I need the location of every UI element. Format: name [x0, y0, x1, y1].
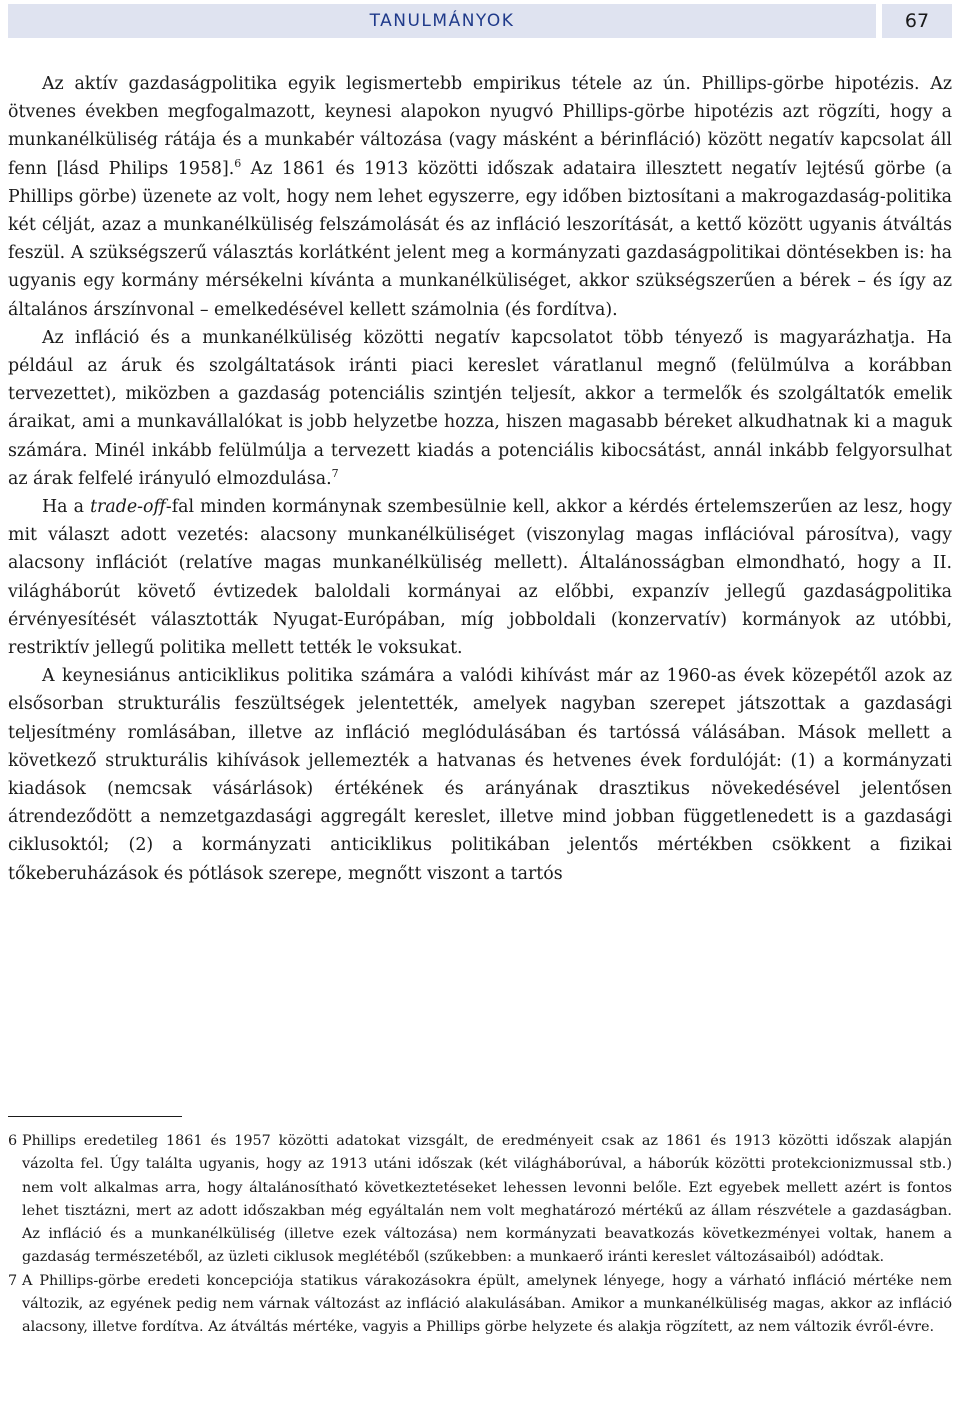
page-number: 67: [904, 10, 930, 32]
footnote-number: 6: [8, 1133, 18, 1149]
footnote-text: A Phillips-görbe eredeti koncepciója statikus várakozásokra épült, amelynek lényege, hogy a várható infláció mértéke nem változik, az egyének pedig nem várnak változást az infláció alakulásában. Amikor a munkanélküliség magas, akkor az infláció alacsony, illetve fordítva. Az átváltás mértéke, vagyis a Phillips görbe helyzete és alakja rögzített, az nem változik évről-évre.: [22, 1272, 952, 1336]
paragraph-2-text: Az infláció és a munkanélküliség közötti negatív kapcsolatot több tényező is magyarázhatja. Ha például az áruk és szolgáltatások iránti piaci kereslet váratlanul megnő (felülmúlva a korábban tervezettet), miközben a gazdaság potenciális szintjén teljesít, akkor a termelők és szolgáltatók emelik áraikat, ami a munkavállalókat is jobb helyzetbe hozza, hiszen magasabb béreket alkudhatnak ki a maguk számára. Minél inkább felülmúlja a tervezett kiadás a potenciális kibocsátást, annál inkább felgyorsulhat az árak felfelé irányuló elmozdulása.: [8, 327, 952, 489]
section-title: TANULMÁNYOK: [369, 11, 515, 31]
paragraph-3: [8, 493, 952, 662]
main-text: [8, 70, 952, 888]
trade-off-term: trade-off: [90, 497, 166, 518]
paragraph-1-text-a: Az aktív gazdaságpolitika egyik legismertebb empirikus tétele az ún. Phillips-görbe hipotézis. Az ötvenes években megfogalmazott, keynesi alapokon nyugvó Phillips-görbe hipotézis azt rögzíti, hogy a munkanélküliség rátája és a munkabér változása (vagy másként a bérinfláció) között negatív kapcsolat áll fenn [lásd Philips 1958].: [8, 74, 952, 179]
paragraph-1: [8, 70, 952, 324]
footnote-ref-7[interactable]: 7: [331, 466, 339, 480]
paragraph-4: [8, 662, 952, 888]
footnote-ref-6[interactable]: 6: [234, 156, 242, 170]
paragraph-2: [8, 324, 952, 493]
paragraph-1-text-b: Az 1861 és 1913 közötti időszak adataira illesztett negatív lejtésű görbe (a Phillips görbe) üzenete az volt, hogy nem lehet egyszerre, egy időben biztosítani a makrogazdaság-politika két célját, azaz a munkanélküliség felszámolását és az infláció leszorítását, a kettő között ugyanis átváltás feszül. A szükségszerű választás korlátként jelent meg a kormányzati gazdaságpolitikai döntésekben is: ha ugyanis egy kormány mérsékelni kívánta a munkanélküliséget, akkor szükségszerűen a bérek – és így az általános árszínvonal – emelkedésével kellett számolnia (és fordítva).: [8, 158, 952, 320]
footnote-separator: [8, 1116, 182, 1117]
footnote-6: [8, 1130, 952, 1270]
paragraph-3-text-a: Ha a: [42, 497, 91, 518]
page-number-box: [882, 4, 952, 38]
footnote-text: Phillips eredetileg 1861 és 1957 közötti adatokat vizsgált, de eredményeit csak az 1861 és 1913 közötti időszak alapján vázolta fel. Úgy találta ugyanis, hogy az 1913 utáni időszak (két világháborúval, a háborúk közötti protekcionizmussal stb.) nem volt alkalmas arra, hogy általánosítható következtetéseket lehessen levonni belőle. Ezt egyebek mellett azért is fontos lehet tisztázni, mert az adott időszakban még egyáltalán nem volt meghatározó mértékű az állam részvétele a gazdaságban. Az infláció és a munkanélküliség (illetve ezek változása) nem kormányzati beavatkozás következményei voltak, hanem a gazdaság természetéből, az üzleti ciklusok meglétéből (szűkebben: a munkaerő iránti kereslet változásaiból) adódtak.: [22, 1133, 952, 1266]
paragraph-3-text-b: -fal minden kormánynak szembesülnie kell, akkor a kérdés értelemszerűen az lesz, hogy mit választ adott vezetés: alacsony munkanélküliséget (viszonylag magas inflációval párosítva), vagy alacsony inflációt (relatíve magas munkanélküliség mellett). Általánosságban elmondható, hogy a II. világháborút követő évtizedek baloldali kormányai az előbbi, expanzív jellegű gazdaságpolitika érvényesítését választották Nyugat-Európában, míg jobboldali (konzervatív) kormányok az utóbbi, restriktív jellegű politika mellett tették le voksukat.: [8, 497, 952, 659]
footnote-number: 7: [8, 1272, 18, 1289]
section-title-bar: [8, 4, 876, 38]
footnotes: [8, 1130, 952, 1340]
paragraph-4-text: A keynesiánus anticiklikus politika számára a valódi kihívást már az 1960-as évek közepétől azok az elsősorban strukturális feszültségek jelentették, amelyek nagyban szerepet játszottak a gazdasági teljesítmény romlásában, illetve az infláció meglódulásában és tartóssá válásában. Mások mellett a következő strukturális kihívások jellemezték a hatvanas és hetvenes évek fordulóját: (1) a kormányzati kiadások (nemcsak vásárlások) értékének és arányának drasztikus növekedésével jelentősen átrendeződött a nemzetgazdasági aggregált kereslet, illetve mind jobban függetlenedett is a gazdasági ciklusoktól; (2) a kormányzati anticiklikus politikában jelentős mértékben csökkent a fizikai tőkeberuházások és pótlások szerepe, megnőtt viszont a tartós: [8, 666, 952, 884]
footnote-7: [8, 1270, 952, 1340]
running-header: [8, 4, 952, 38]
